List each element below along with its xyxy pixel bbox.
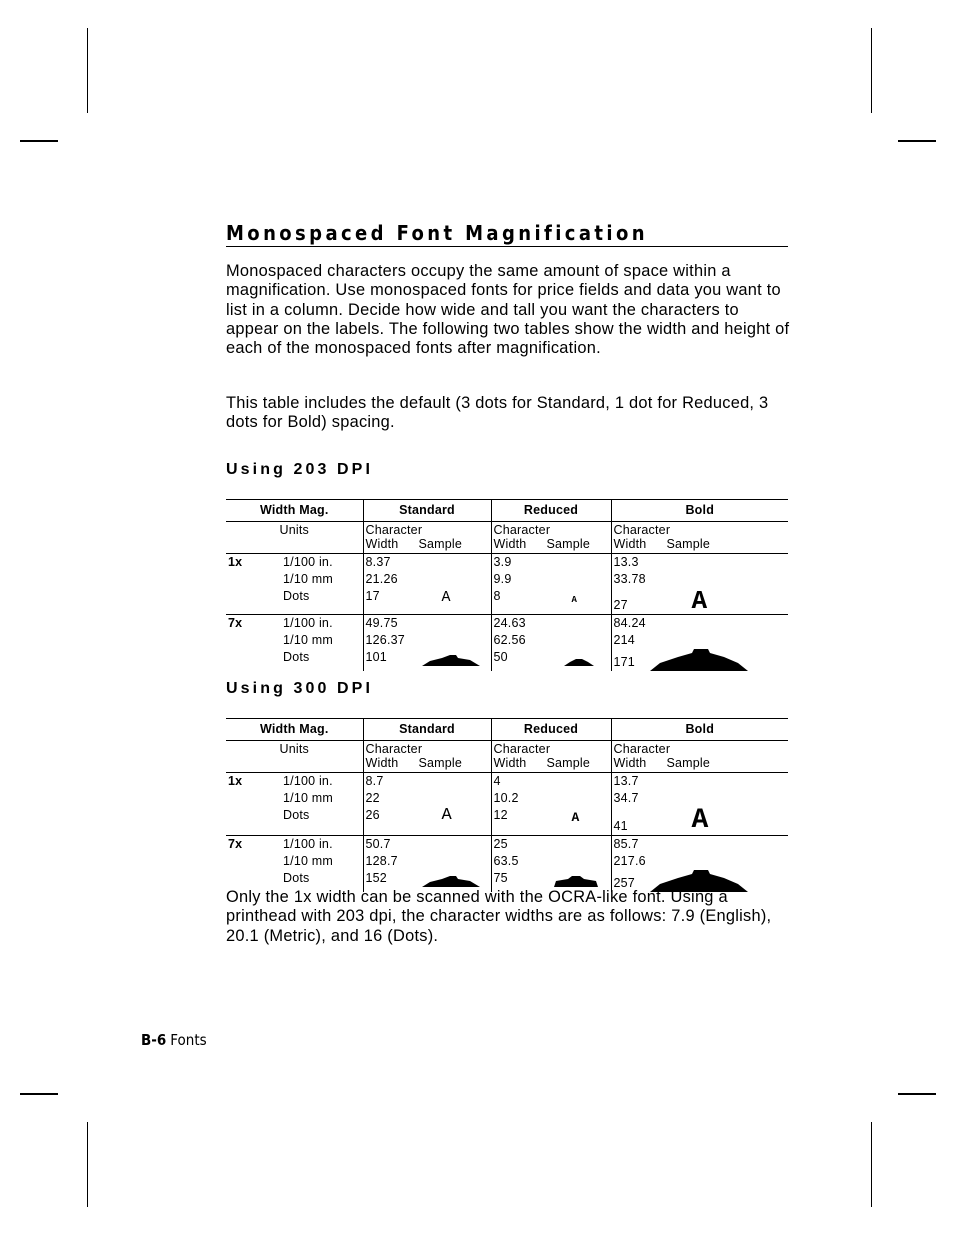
stretched-sample-icon xyxy=(554,876,598,887)
std-value: 101 xyxy=(365,650,387,664)
char-width-sample-label: Character Width Sample xyxy=(491,741,611,773)
crop-mark xyxy=(20,140,58,142)
page-heading: Monospaced Font Magnification xyxy=(226,220,788,247)
spacing-paragraph: This table includes the default (3 dots for Standard, 1 dot for Reduced, 3 dots for Bold) spacing. xyxy=(226,394,769,432)
sample-glyph: A xyxy=(571,810,580,825)
char-width-sample-label: Character Width Sample xyxy=(611,522,788,554)
header-reduced: Reduced xyxy=(491,500,611,522)
stretched-sample-icon xyxy=(564,658,594,666)
std-value: 126.37 xyxy=(363,632,491,649)
bold-value: 13.3 xyxy=(611,554,788,572)
table-row xyxy=(226,773,788,791)
table-203-dpi xyxy=(226,499,788,671)
red-value: 24.63 xyxy=(491,615,611,633)
units-label: Units xyxy=(226,522,363,554)
table-300-dpi xyxy=(226,718,788,892)
bold-value: 41 xyxy=(613,819,628,833)
crop-mark xyxy=(898,140,936,142)
header-width-mag: Width Mag. xyxy=(226,500,363,522)
bold-value: 217.6 xyxy=(611,853,788,870)
red-value: 12 xyxy=(493,808,508,822)
std-value: 49.75 xyxy=(363,615,491,633)
red-value: 4 xyxy=(491,773,611,791)
header-width-mag: Width Mag. xyxy=(226,719,363,741)
table-row xyxy=(226,853,788,870)
intro-paragraph: Monospaced characters occupy the same amount of space within a magnification. Use monospaced fonts for price fields and data you want to list in a column. Decide how wide and tall you want the characters to appear on the labels. The following two tables show the width and height of each of the monospaced fonts after magnification. xyxy=(226,262,790,358)
ocra-paragraph: Only the 1x width can be scanned with the OCRA-like font. Using a printhead with 203 dpi, the character widths are as follows: 7.9 (English), 20.1 (Metric), and 16 (Dots). xyxy=(226,888,772,945)
header-standard: Standard xyxy=(363,719,491,741)
sample-glyph: A xyxy=(691,805,709,836)
unit-label: 1/100 in. xyxy=(283,616,333,630)
unit-label: 1/10 mm xyxy=(283,633,334,647)
crop-mark xyxy=(871,1122,872,1207)
bold-value: 33.78 xyxy=(613,572,646,586)
crop-mark xyxy=(871,28,872,113)
unit-label: Dots xyxy=(283,808,310,822)
red-value: 25 xyxy=(491,836,611,854)
crop-mark xyxy=(898,1093,936,1095)
bold-value: 85.7 xyxy=(611,836,788,854)
sample-glyph: A xyxy=(441,589,451,606)
table-row xyxy=(226,836,788,854)
red-value: 10.2 xyxy=(491,790,611,807)
crop-mark xyxy=(20,1093,58,1095)
table-row xyxy=(226,554,788,572)
sample-glyph: A xyxy=(441,806,452,825)
std-value: 128.7 xyxy=(363,853,491,870)
table-row xyxy=(226,615,788,633)
bold-value: 34.7 xyxy=(611,790,788,807)
std-value: 21.26 xyxy=(363,571,491,588)
header-reduced: Reduced xyxy=(491,719,611,741)
unit-label: Dots xyxy=(283,650,310,664)
table-row xyxy=(226,649,788,671)
std-value: 26 xyxy=(365,808,380,822)
red-value: 63.5 xyxy=(491,853,611,870)
page-number: B-6 xyxy=(141,1031,167,1049)
red-value: 8 xyxy=(493,589,501,603)
char-width-sample-label: Character Width Sample xyxy=(611,741,788,773)
std-value: 22 xyxy=(363,790,491,807)
header-bold: Bold xyxy=(611,500,788,522)
section-name: Fonts xyxy=(170,1031,207,1049)
bold-value: 171 xyxy=(613,655,635,669)
sample-glyph: A xyxy=(571,595,578,605)
header-standard: Standard xyxy=(363,500,491,522)
mag-label: 1x xyxy=(228,774,243,788)
std-value: 152 xyxy=(365,871,387,885)
unit-label: 1/10 mm xyxy=(283,854,334,868)
unit-label: 1/100 in. xyxy=(283,774,333,788)
bold-value: 84.24 xyxy=(611,615,788,633)
red-value: 75 xyxy=(493,871,508,885)
unit-label: 1/100 in. xyxy=(283,555,333,569)
mag-label: 7x xyxy=(228,616,243,630)
header-bold: Bold xyxy=(611,719,788,741)
char-width-sample-label: Character Width Sample xyxy=(363,522,491,554)
bold-value: 214 xyxy=(611,632,788,649)
unit-label: 1/100 in. xyxy=(283,837,333,851)
mag-label: 1x xyxy=(228,555,243,569)
red-value: 62.56 xyxy=(491,632,611,649)
unit-label: Dots xyxy=(283,589,310,603)
table-row xyxy=(226,632,788,649)
unit-label: Dots xyxy=(283,871,310,885)
stretched-sample-icon xyxy=(422,654,480,666)
red-value: 50 xyxy=(493,650,508,664)
stretched-sample-icon xyxy=(650,649,748,671)
char-width-sample-label: Character Width Sample xyxy=(363,741,491,773)
mag-label: 7x xyxy=(228,837,243,851)
sample-glyph: A xyxy=(691,586,708,616)
std-value: 8.37 xyxy=(363,554,491,572)
table-row xyxy=(226,807,788,836)
section-title-300: Using 300 DPI xyxy=(226,680,374,697)
crop-mark xyxy=(87,1122,88,1207)
section-title-203: Using 203 DPI xyxy=(226,461,374,478)
units-label: Units xyxy=(226,741,363,773)
char-width-sample-label: Character Width Sample xyxy=(491,522,611,554)
std-value: 8.7 xyxy=(363,773,491,791)
bold-value: 257 xyxy=(613,876,635,890)
unit-label: 1/10 mm xyxy=(283,572,334,586)
red-value: 3.9 xyxy=(491,554,611,572)
bold-value: 13.7 xyxy=(611,773,788,791)
std-value: 17 xyxy=(365,589,380,603)
unit-label: 1/10 mm xyxy=(283,791,334,805)
std-value: 50.7 xyxy=(363,836,491,854)
table-row xyxy=(226,588,788,615)
red-value: 9.9 xyxy=(491,571,611,588)
stretched-sample-icon xyxy=(422,875,480,887)
crop-mark xyxy=(87,28,88,113)
bold-value: 27 xyxy=(613,598,628,612)
page-footer xyxy=(141,1031,207,1049)
